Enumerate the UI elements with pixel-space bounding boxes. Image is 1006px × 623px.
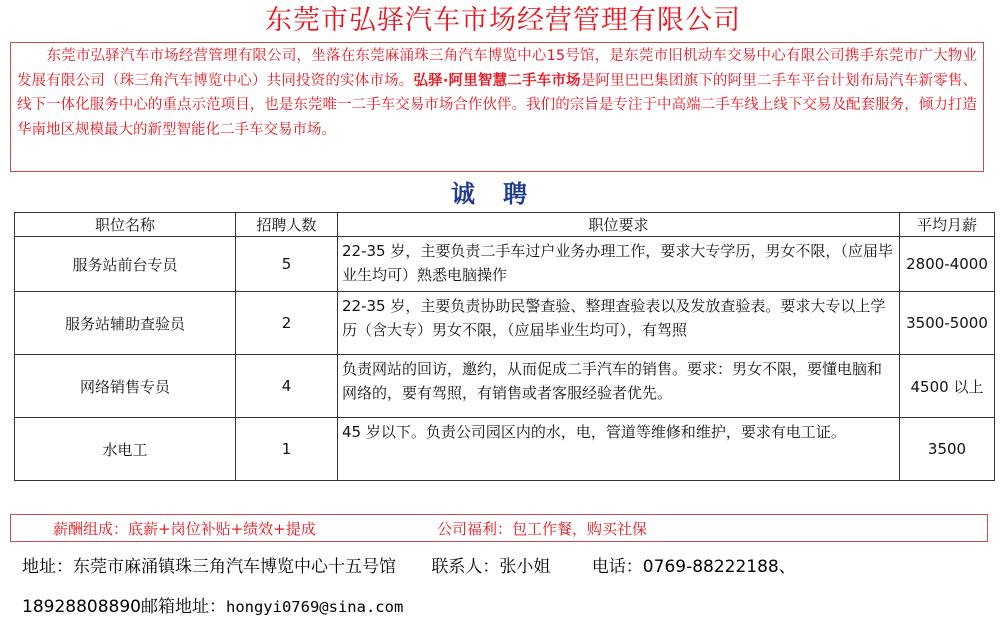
header-count: 招聘人数 xyxy=(236,213,338,237)
position-cell: 网络销售专员 xyxy=(15,355,236,418)
requirement-cell: 22-35 岁，主要负责二手车过户业务办理工作，要求大专学历，男女不限，（应届毕业生均可）熟悉电脑操作 xyxy=(338,237,900,292)
header-position: 职位名称 xyxy=(15,213,236,237)
contact-line-2 xyxy=(22,593,403,621)
salary-cell: 3500 xyxy=(900,418,995,481)
company-title: 东莞市弘驿汽车市场经营管理有限公司 xyxy=(265,5,741,36)
intro-text-2: 是阿里巴巴集团旗下的阿里二手车平台计划布局汽车新零售、线下一体化服务中心的重点示范项目，也是东莞唯一二手车交易市场合作伙伴。我们的宗旨是专注于中高端二手车线上线下交易及配套服务，倾力打造华南地区规模最大的新型智能化二手车交易市场。 xyxy=(17,72,978,138)
position-cell: 服务站辅助查验员 xyxy=(15,292,236,355)
count-cell: 1 xyxy=(236,418,338,481)
jobs-table xyxy=(14,212,995,481)
salary-cell: 3500-5000 xyxy=(900,292,995,355)
position-cell: 水电工 xyxy=(15,418,236,481)
email-link[interactable]: hongyi0769@sina.com xyxy=(225,598,404,616)
requirement-cell: 22-35 岁，主要负责协助民警查验、整理查验表以及发放查验表。要求大专以上学历（含大专）男女不限，（应届毕业生均可），有驾照 xyxy=(338,292,900,355)
company-intro xyxy=(10,42,984,172)
header-requirement: 职位要求 xyxy=(338,213,900,237)
company-welfare: 公司福利：包工作餐，购买社保 xyxy=(437,520,648,538)
requirement-cell: 负责网站的回访，邀约，从而促成二手汽车的销售。要求：男女不限，要懂电脑和网络的，要有驾照，有销售或者客服经验者优先。 xyxy=(338,355,900,418)
email-label: 邮箱地址： xyxy=(140,597,226,617)
position-cell: 服务站前台专员 xyxy=(15,237,236,292)
pay-structure: 薪酬组成：底薪+岗位补贴+绩效+提成 xyxy=(53,520,316,538)
mobile: 18928808890 xyxy=(22,597,141,617)
recruit-heading: 诚聘 xyxy=(451,180,555,208)
count-cell: 2 xyxy=(236,292,338,355)
table-row xyxy=(15,237,995,292)
benefits-box xyxy=(10,514,988,542)
table-row xyxy=(15,292,995,355)
intro-highlight: 弘驿·阿里智慧二手车市场 xyxy=(413,72,581,89)
contact-person: 联系人：张小姐 xyxy=(431,557,551,577)
requirement-cell: 45 岁以下。负责公司园区内的水，电，管道等维修和维护，要求有电工证。 xyxy=(338,418,900,481)
salary-cell: 2800-4000 xyxy=(900,237,995,292)
count-cell: 4 xyxy=(236,355,338,418)
table-header-row xyxy=(15,213,995,237)
intro-text-1: 东莞市弘驿汽车市场经营管理有限公司，坐落在东莞麻涌珠三角汽车博览中心15号馆，是东莞市旧机动车交易中心有限公司携手东莞市广大物业发展有限公司（珠三角汽车博览中心）共同投资的实体市场。 xyxy=(17,48,978,89)
salary-cell: 4500 以上 xyxy=(900,355,995,418)
contact-line-1 xyxy=(22,553,796,581)
phone: 电话：0769-88222188、 xyxy=(591,557,796,577)
count-cell: 5 xyxy=(236,237,338,292)
address: 地址：东莞市麻涌镇珠三角汽车博览中心十五号馆 xyxy=(22,557,396,577)
table-row xyxy=(15,418,995,481)
table-row xyxy=(15,355,995,418)
header-salary: 平均月薪 xyxy=(900,213,995,237)
